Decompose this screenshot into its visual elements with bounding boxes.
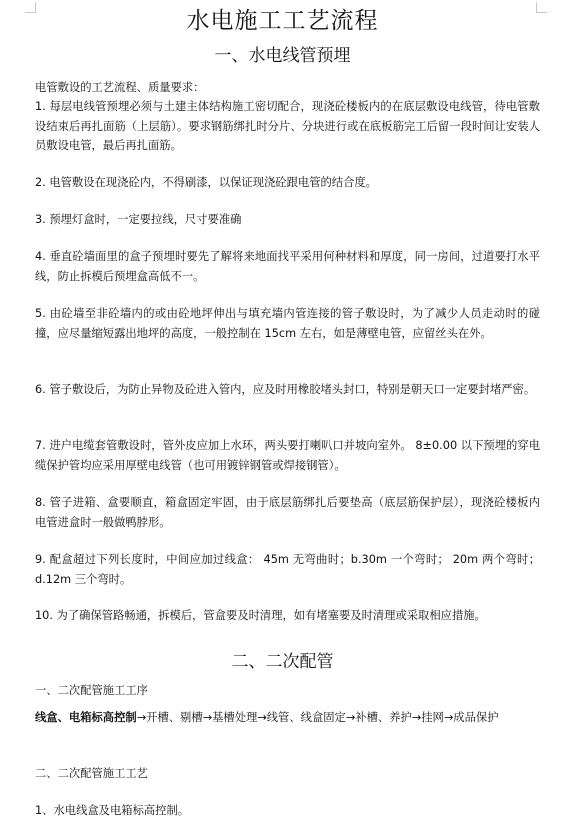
subheading-2: 二、二次配管施工工艺 (35, 767, 148, 780)
document-title: 水电施工工艺流程 (186, 8, 379, 34)
list-item-5: 5. 由砼墙至非砼墙内的或由砼地坪伸出与填充墙内管连接的管子敷设时，为了减少人员走动时的碰撞，应尽量缩短露出地坪的高度，一般控制在 15cm 左右，如是薄壁电管，应留丝头在外。 (35, 307, 540, 340)
list-item-8: 8. 管子进箱、盒要顺直，箱盒固定牢固，由于底层筋绑扎后要垫高（底层筋保护层），现浇砼楼板内电管进盒时一般做鸭脖形。 (35, 496, 540, 529)
list-item-6: 6. 管子敷设后，为防止异物及砼进入管内，应及时用橡胶堵头封口，特别是朝天口一定要封堵严密。 (35, 383, 536, 396)
process-flow-start: 线盒、电箱标高控制 (35, 711, 137, 724)
list-item-7: 7. 进户电缆套管敷设时，管外皮应加上水环，两头要打喇叭口并坡向室外。 8±0.00 以下预埋的穿电缆保护管均应采用厚壁电线管（也可用镀锌钢管或焊接钢管）。 (35, 439, 540, 472)
process-flow (35, 708, 540, 728)
list-item-9: 9. 配盒超过下列长度时，中间应加过线盒： 45m 无弯曲时；b.30m 一个弯时； 20m 两个弯时；d.12m 三个弯时。 (35, 553, 540, 586)
list-item-10: 10. 为了确保管路畅通，拆模后，管盒要及时清理，如有堵塞要及时清理或采取相应措施。 (35, 609, 486, 622)
list-item-1: 1. 每层电线管预埋必须与土建主体结构施工密切配合，现浇砼楼板内的在底层敷设电线管，待电管敷设结束后再扎面筋（上层筋）。要求钢筋绑扎时分片、分块进行或在底板筋完工后留一段时间让安装人员敷设电管，最后再扎面筋。 (35, 100, 540, 152)
section-heading-1: 一、水电线管预埋 (214, 46, 351, 66)
subheading-1: 一、二次配管施工工序 (35, 684, 148, 697)
list-item-2: 2. 电管敷设在现浇砼内，不得刷漆，以保证现浇砼跟电管的结合度。 (35, 176, 377, 189)
step-item-1: 1、水电线盒及电箱标高控制。 (35, 804, 190, 817)
list-item-4: 4. 垂直砼墙面里的盒子预埋时要先了解将来地面找平采用何种材料和厚度，同一房间，过道要打水平线，防止拆模后预埋盒高低不一。 (35, 250, 540, 283)
intro-text: 电管敷设的工艺流程、质量要求： (35, 81, 205, 94)
list-item-3: 3. 预埋灯盒时，一定要拉线，尺寸要准确 (35, 213, 242, 226)
process-flow-steps: →开槽、剔槽→基槽处理→线管、线盒固定→补槽、养护→挂网→成品保护 (136, 711, 499, 724)
section-heading-2: 二、二次配管 (231, 652, 334, 672)
